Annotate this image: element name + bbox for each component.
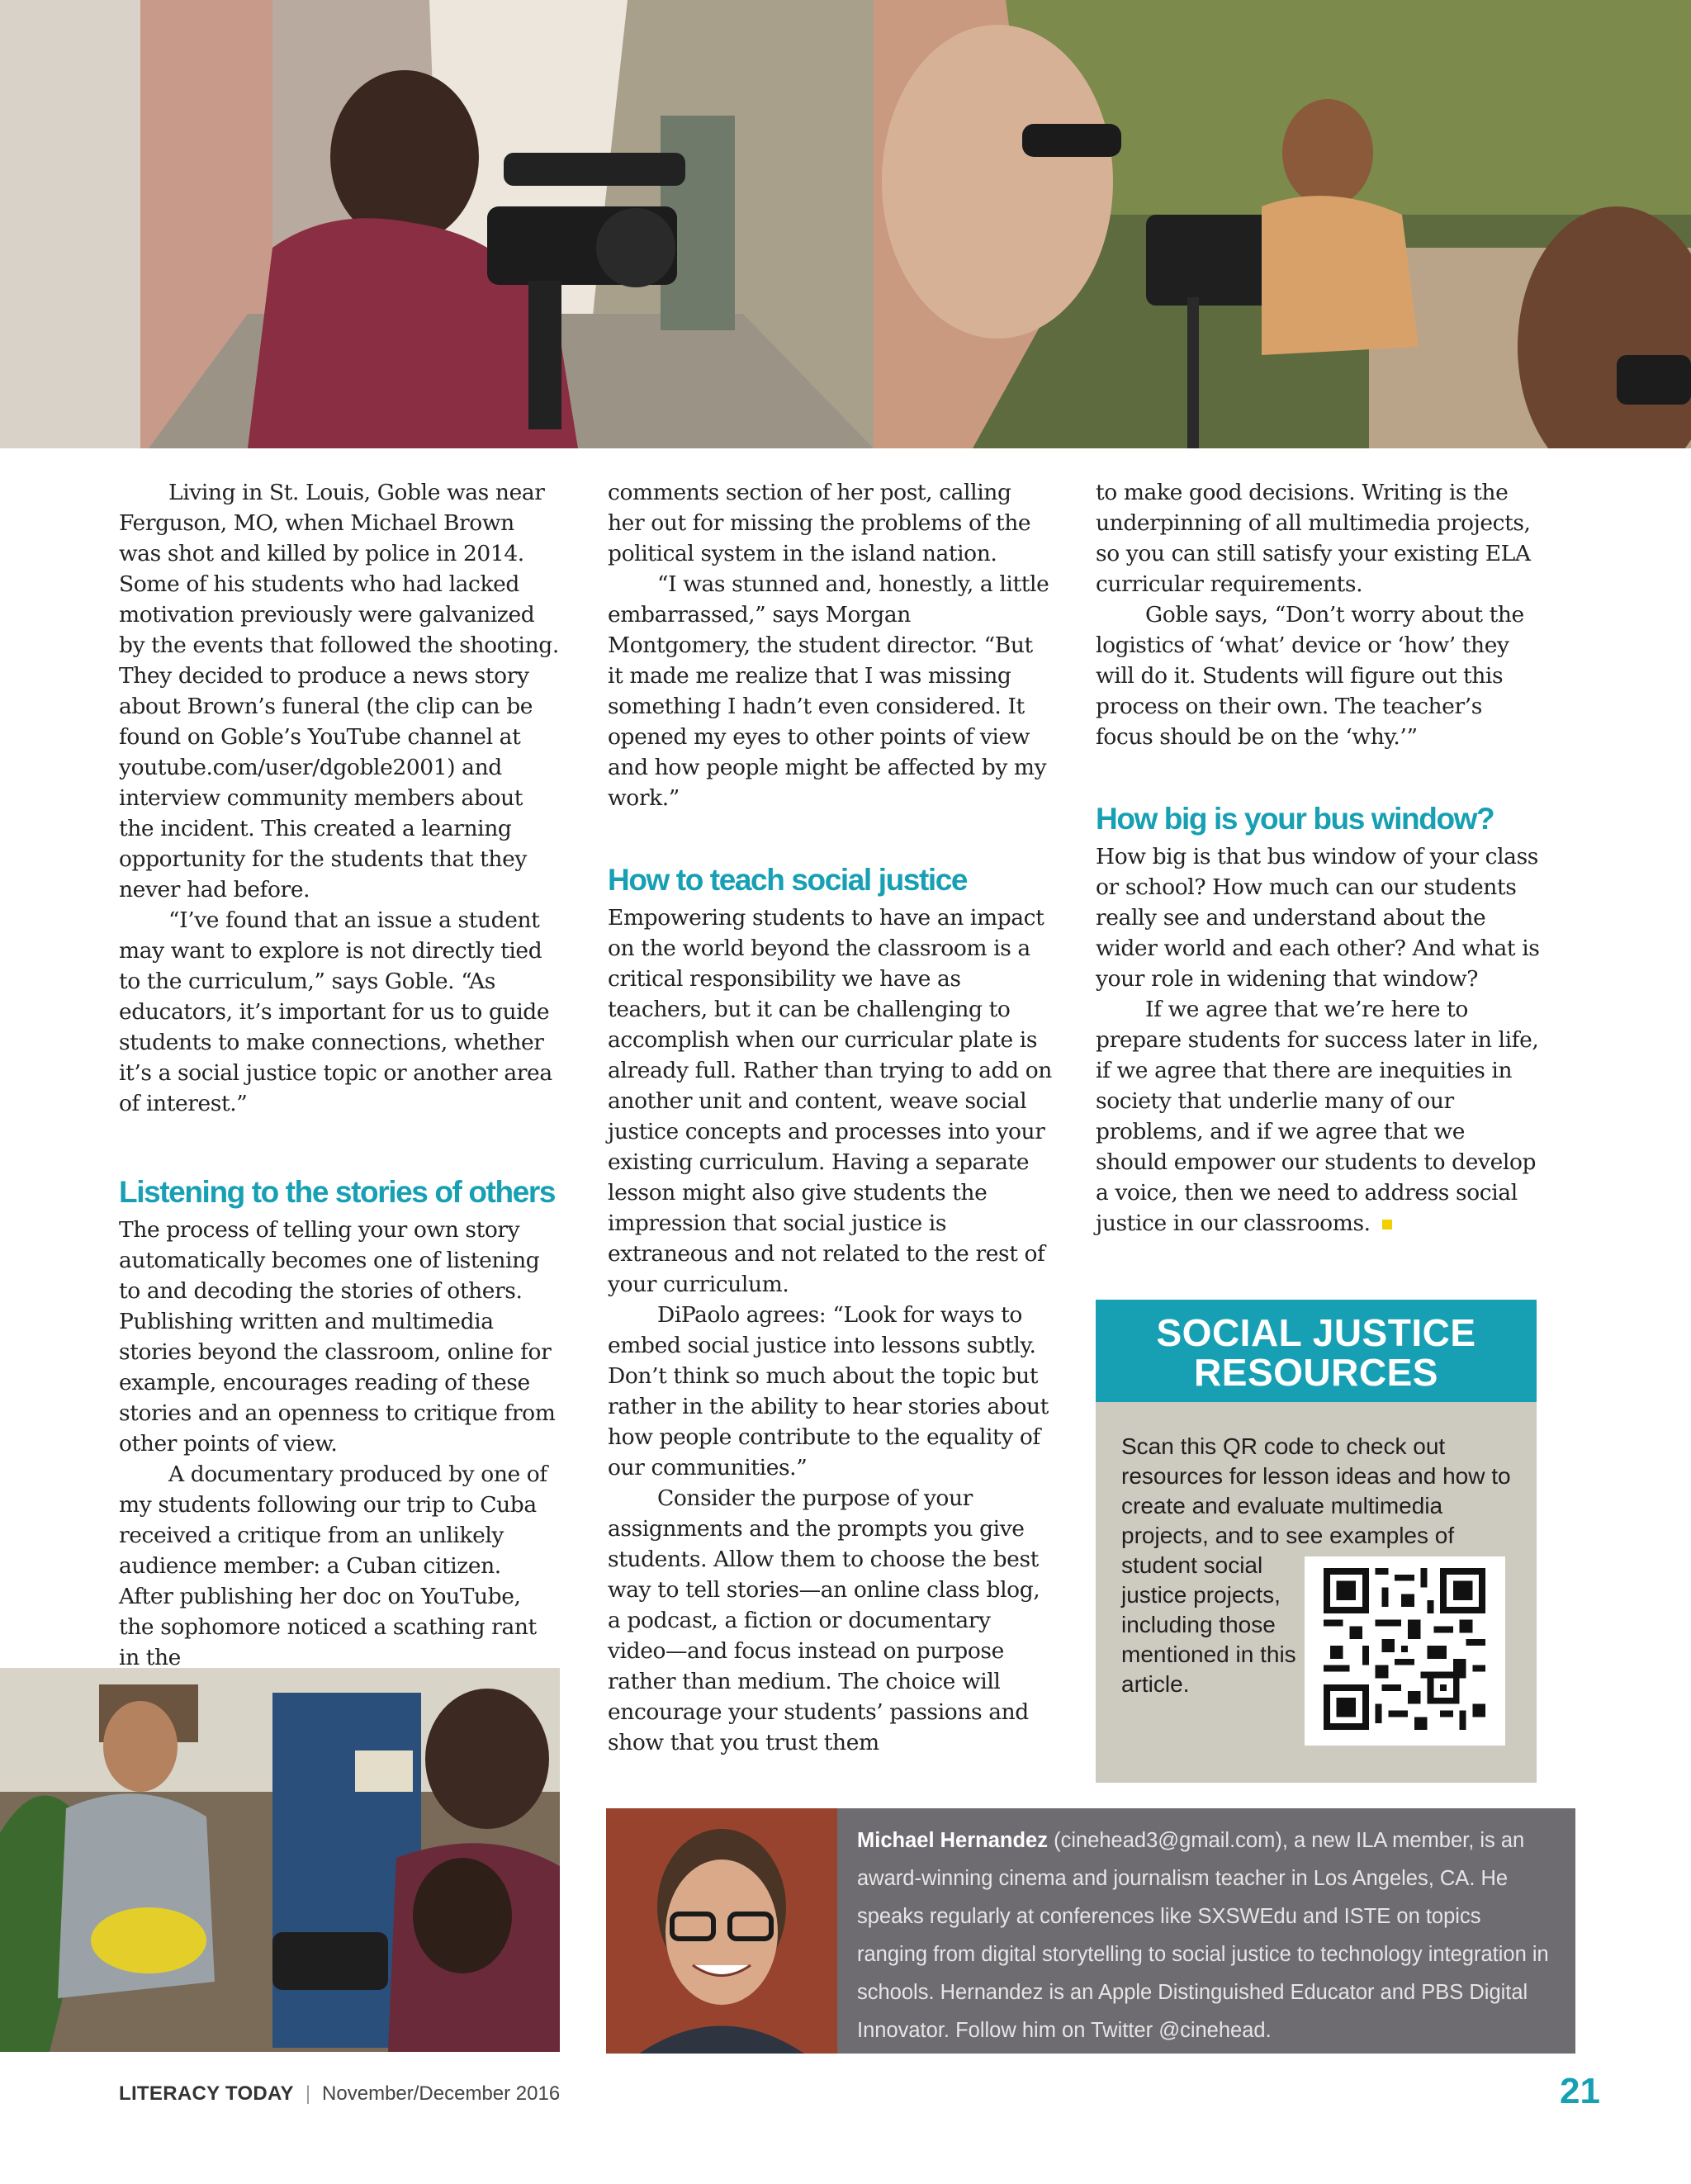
photo-students-filming-interview (0, 1668, 560, 2052)
resources-sidebar (1096, 1300, 1537, 1783)
body-paragraph: DiPaolo agrees: “Look for ways to embed social justice into lessons subtly. Don’t think so much about the topic but rather in the ability to hear stories about how people contribute to the equality of our communities.” (608, 1302, 1049, 1480)
article-column-2 (608, 477, 1054, 1758)
qr-code[interactable] (1305, 1556, 1505, 1746)
qr-code-icon (1324, 1568, 1485, 1730)
page-number: 21 (1560, 2071, 1600, 2111)
sidebar-description: Scan this QR code to check out resources for lesson ideas and how to create and evaluate multimedia projects, and to see examples of student social justice projects, including those mentioned in this article. (1121, 1433, 1511, 1697)
author-name: Michael Hernandez (857, 1829, 1048, 1852)
sidebar-title-line-1: SOCIAL JUSTICE (1156, 1311, 1476, 1354)
author-headshot (606, 1808, 837, 2054)
end-of-article-mark (1382, 1220, 1392, 1229)
author-description: , a new ILA member, is an award-winning cinema and journalism teacher in Los Angeles, CA. He speaks regularly at conferences like SXSWEdu and ISTE on topics ranging from digital storytelling to social justice to technology integration in schools. Hernandez is an Apple Distinguished Educator and PBS Digital Innovator. Follow him on Twitter @cinehead. (857, 1829, 1549, 2042)
sidebar-header (1096, 1300, 1537, 1402)
author-bio-text (857, 1822, 1551, 2049)
closing-paragraph-text: If we agree that we’re here to prepare students for success later in life, if we agree that there are inequities in society that underlie many of our problems, and if we agree that we should empower our students to develop a voice, then we need to address social justice in our classrooms. (1096, 997, 1539, 1236)
author-email[interactable]: (cinehead3@gmail.com) (1054, 1829, 1282, 1852)
photo-student-filming-street (0, 0, 874, 448)
body-paragraph: comments section of her post, calling her out for missing the problems of the political system in the island nation. (608, 480, 1031, 566)
article-column-1 (119, 477, 561, 1673)
body-paragraph: Consider the purpose of your assignments and the prompts you give students. Allow them to choose the best way to tell stories—an online class blog, a podcast, a fiction or documentary video—and focus instead on purpose rather than medium. The choice will encourage your students’ passions and show that you trust them (608, 1485, 1040, 1755)
article-column-3 (1096, 477, 1542, 1239)
sidebar-title-line-2: RESOURCES (1194, 1351, 1438, 1394)
body-paragraph: to make good decisions. Writing is the underpinning of all multimedia projects, so you can still satisfy your existing ELA curricular requirements. (1096, 480, 1531, 597)
section-heading-bus-window: How big is your bus window? (1096, 802, 1494, 836)
issue-date: November/December 2016 (322, 2082, 561, 2105)
body-paragraph: The process of telling your own story automatically becomes one of listening to and decoding the stories of others. Publishing written and multimedia stories beyond the classroom, online for example, encourages reading of these stories and an openness to critique from other points of view. (119, 1217, 556, 1457)
body-paragraph: Empowering students to have an impact on the world beyond the classroom is a critical responsibility we have as teachers, but it can be challenging to accomplish when our curricular plate is already full. Rather than trying to add on another unit and content, weave social justice concepts and processes into your existing curriculum. Having a separate lesson might also give students the impression that social justice is extraneous and not related to the rest of your curriculum. (608, 905, 1052, 1297)
magazine-name: LITERACY TODAY (119, 2082, 294, 2105)
body-paragraph: A documentary produced by one of my students following our trip to Cuba received a critique from an unlikely audience member: a Cuban citizen. After publishing her doc on YouTube, the sophomore noticed a scathing rant in the (119, 1462, 547, 1670)
body-paragraph: Living in St. Louis, Goble was near Ferguson, MO, when Michael Brown was shot and killed by police in 2014. Some of his students who had lacked motivation previously were galvanized by the events that followed the shooting. They decided to produce a news story about Brown’s funeral (the clip can be found on Goble’s YouTube channel at youtube.com/user/dgoble2001) and interview community members about the incident. This created a learning opportunity for the students that they never had before. (119, 480, 559, 902)
body-paragraph: Goble says, “Don’t worry about the logistics of ‘what’ device or ‘how’ they will do it. Students will figure out this process on their own. The teacher’s focus should be on the ‘why.’” (1096, 602, 1524, 750)
section-heading-listening: Listening to the stories of others (119, 1175, 555, 1209)
body-paragraph (1096, 994, 1542, 1239)
author-bio-box (606, 1808, 1575, 2054)
page-footer (119, 2082, 560, 2106)
section-heading-teach-social-justice: How to teach social justice (608, 863, 968, 897)
body-paragraph: How big is that bus window of your class or school? How much can our students really see and understand about the wider world and each other? And what is your role in widening that window? (1096, 844, 1540, 992)
body-paragraph: “I was stunned and, honestly, a little embarrassed,” says Morgan Montgomery, the student director. “But it made me realize that I was missing something I hadn’t even considered. It opened my eyes to other points of view and how people might be affected by my work.” (608, 571, 1049, 811)
body-paragraph: “I’ve found that an issue a student may want to explore is not directly tied to the curriculum,” says Goble. “As educators, it’s important for us to guide students to make connections, whether it’s a social justice topic or another area of interest.” (119, 907, 552, 1116)
photo-interview-garden (874, 0, 1691, 448)
footer-separator: | (305, 2082, 311, 2105)
